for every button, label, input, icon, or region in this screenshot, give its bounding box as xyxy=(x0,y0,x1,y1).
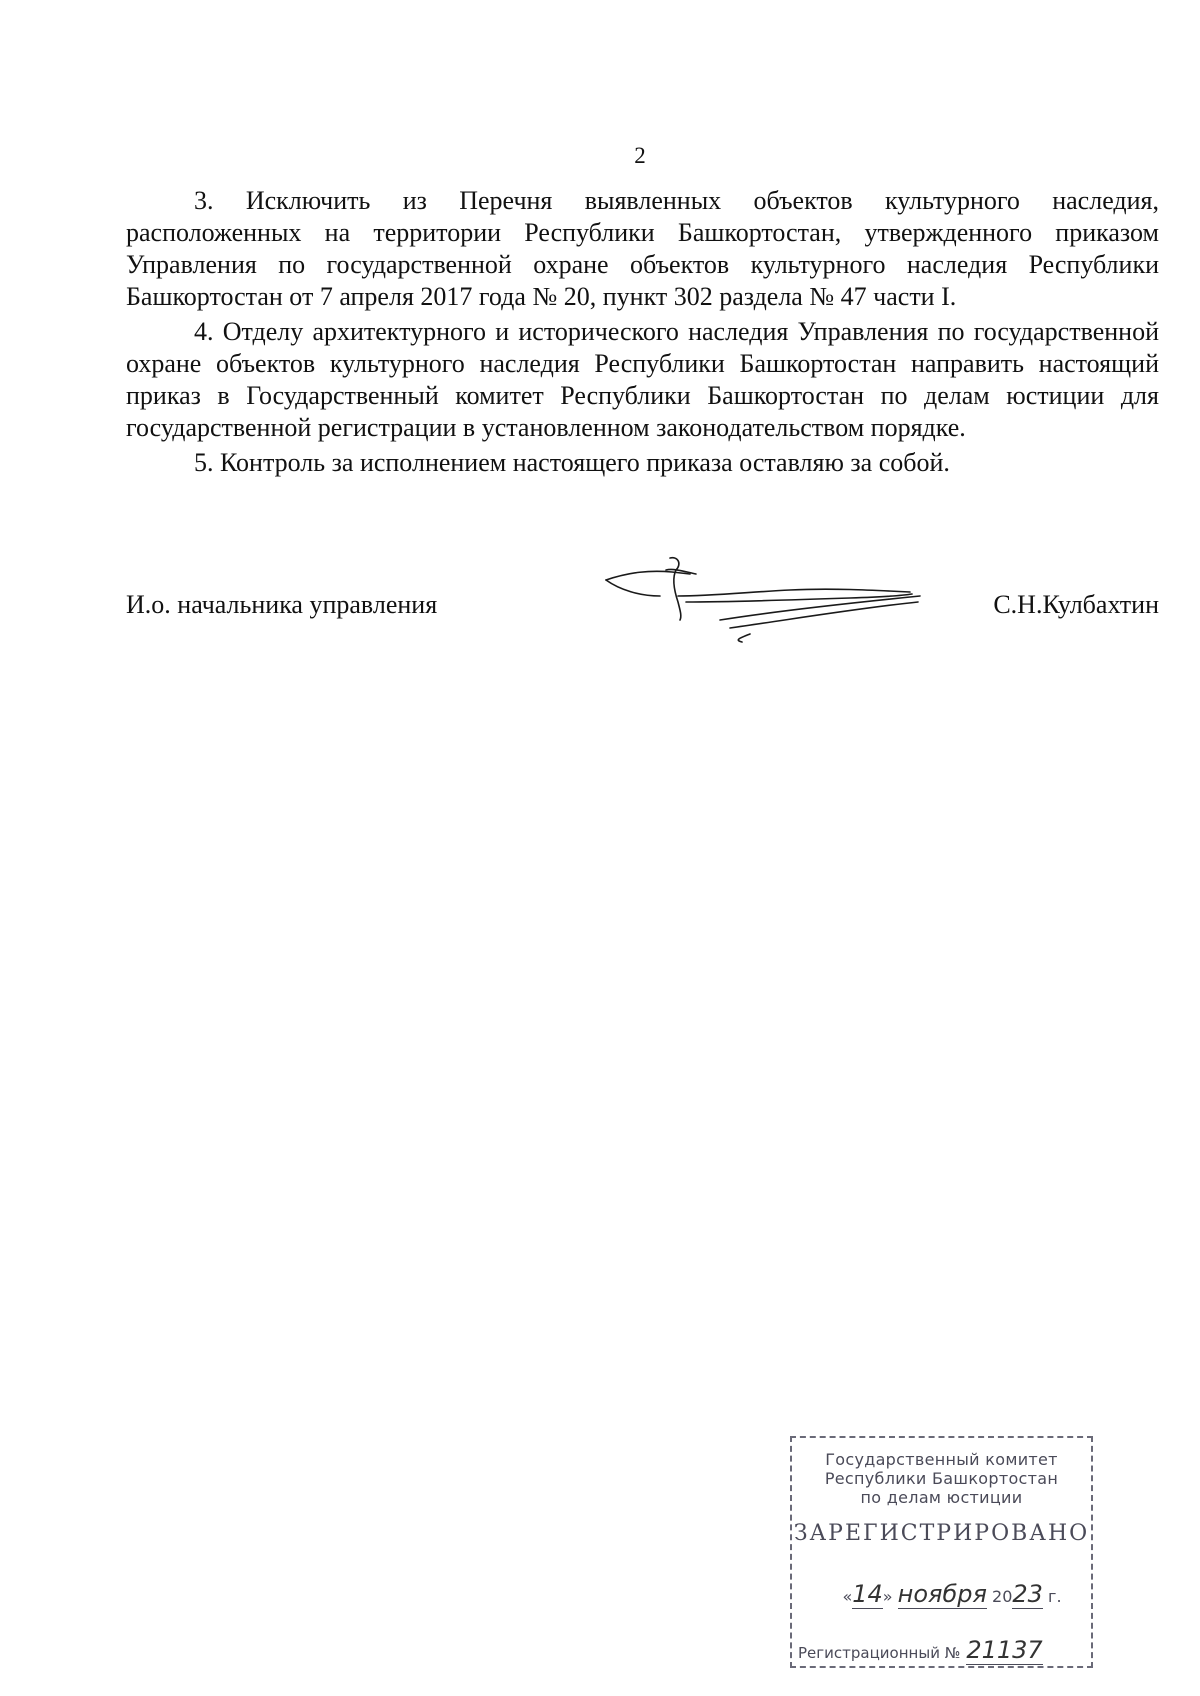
registration-stamp xyxy=(790,1436,1093,1668)
stamp-registration-number xyxy=(798,1636,1088,1665)
document-body xyxy=(126,185,1159,482)
stamp-day: 14 xyxy=(852,1580,883,1608)
clause-5: 5. Контроль за исполнением настоящего приказа оставляю за собой. xyxy=(194,448,950,477)
stamp-year-unit: г. xyxy=(1048,1587,1062,1606)
clause-3: 3. Исключить из Перечня выявленных объектов культурного наследия, расположенных на территории Республики Башкортостан, утвержденного приказом Управления по государственной охране объектов культурного наследия Республики Башкортостан от 7 апреля 2017 года № 20, пункт 302 раздела № 47 части I. xyxy=(126,186,1159,311)
stamp-status: ЗАРЕГИСТРИРОВАНО xyxy=(793,1521,1090,1546)
signature-block xyxy=(126,590,1159,630)
signatory-name: С.Н.Кулбахтин xyxy=(993,590,1159,619)
stamp-organization xyxy=(792,1450,1091,1507)
signatory-title: И.о. начальника управления xyxy=(126,590,438,619)
stamp-month: ноября xyxy=(897,1580,987,1608)
stamp-org-line-2: Республики Башкортостан xyxy=(824,1469,1059,1488)
stamp-year-suffix: 23 xyxy=(1012,1580,1043,1608)
stamp-reg-number: 21137 xyxy=(966,1636,1043,1664)
page-number: 2 xyxy=(634,143,646,168)
stamp-org-line-3: по делам юстиции xyxy=(860,1488,1023,1507)
stamp-date: «14» ноября 2023 г. xyxy=(842,1580,1062,1608)
clause-4: 4. Отделу архитектурного и исторического наследия Управления по государственной охране объектов культурного наследия Республики Башкортостан направить настоящий приказ в Государственный комитет Республики Башкортостан по делам юстиции для государственной регистрации в установленном законодательством порядке. xyxy=(126,317,1159,442)
stamp-year-prefix: 20 xyxy=(992,1587,1013,1606)
stamp-reg-label: Регистрационный № xyxy=(798,1644,961,1662)
stamp-org-line-1: Государственный комитет xyxy=(825,1450,1058,1469)
